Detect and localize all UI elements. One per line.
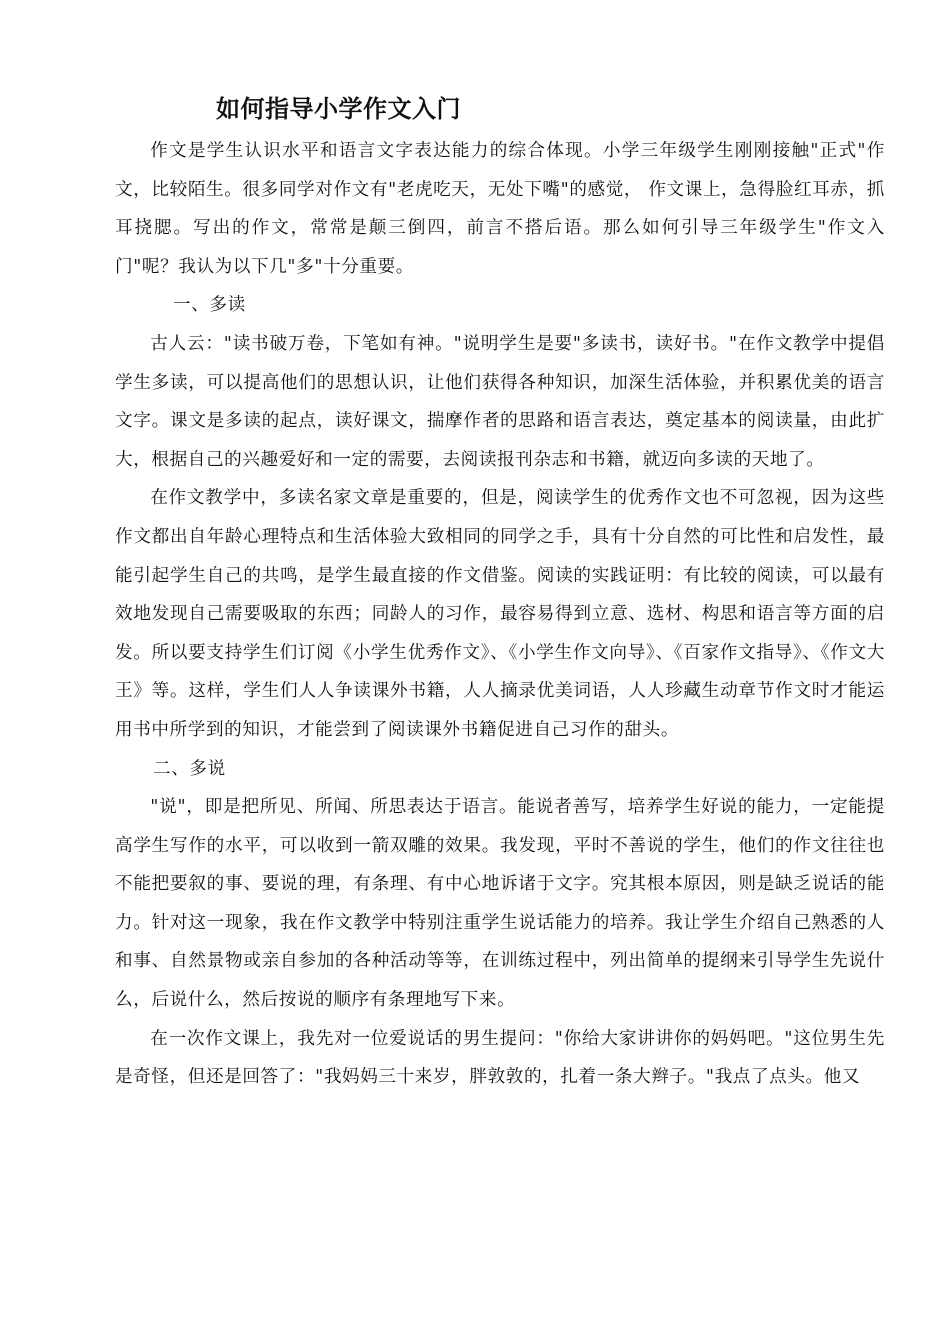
paragraph-excellent-compositions: 在作文教学中，多读名家文章是重要的，但是，阅读学生的优秀作文也不可忽视，因为这些作文都出自年龄心理特点和生活体验大致相同的同学之手，具有十分自然的可比性和启发性，最能引起学生自己的共鸣，是学生最直接的作文借鉴。阅读的实践证明：有比较的阅读，可以最有效地发现自己需要吸取的东西；同龄人的习作，最容易得到立意、选材、构思和语言等方面的启发。所以要支持学生们订阅《小学生优秀作文》、《小学生作文向导》、《百家作文指导》、《作文大王》等。这样，学生们人人争读课外书籍，人人摘录优美词语，人人珍藏生动章节作文时才能运用书中所学到的知识，才能尝到了阅读课外书籍促进自己习作的甜头。 xyxy=(115,488,885,740)
section-heading-speak-more: 二、多说 xyxy=(153,758,226,779)
paragraph-class-example: 在一次作文课上，我先对一位爱说话的男生提问："你给大家讲讲你的妈妈吧。"这位男生先是奇怪，但还是回答了："我妈妈三十来岁，胖敦敦的，扎着一条大辫子。"我点了点头。他又 xyxy=(115,1028,885,1088)
paragraph-speaking-ability: "说"，即是把所见、所闻、所思表达于语言。能说者善写，培养学生好说的能力，一定能提高学生写作的水平，可以收到一箭双雕的效果。我发现，平时不善说的学生，他们的作文往往也不能把要叙的事、要说的理，有条理、有中心地诉诸于文字。究其根本原因，则是缺乏说话的能力。针对这一现象，我在作文教学中特别注重学生说话能力的培养。我让学生介绍自己熟悉的人和事、自然景物或亲自参加的各种活动等等，在训练过程中，列出简单的提纲来引导学生先说什么，后说什么，然后按说的顺序有条理地写下来。 xyxy=(115,797,885,1011)
intro-paragraph: 作文是学生认识水平和语言文字表达能力的综合体现。小学三年级学生刚刚接触"正式"作文，比较陌生。很多同学对作文有"老虎吃天，无处下嘴"的感觉， 作文课上，急得脸红耳赤，抓耳挠腮。写出的作文，常常是颠三倒四，前言不搭后语。那么如何引导三年级学生"作文入门"呢？我认为以下几"多"十分重要。 xyxy=(115,141,885,277)
section-heading-read-more: 一、多读 xyxy=(173,295,246,316)
paragraph-ancient-saying: 古人云："读书破万卷，下笔如有神。"说明学生是要"多读书，读好书。"在作文教学中提倡学生多读，可以提高他们的思想认识，让他们获得各种知识，加深生活体验，并积累优美的语言文字。课文是多读的起点，读好课文，揣摩作者的思路和语言表达，奠定基本的阅读量，由此扩大，根据自己的兴趣爱好和一定的需要，去阅读报刊杂志和书籍，就迈向多读的天地了。 xyxy=(115,333,885,470)
document-title: 如何指导小学作文入门 xyxy=(216,94,461,123)
document-body xyxy=(115,132,885,1097)
